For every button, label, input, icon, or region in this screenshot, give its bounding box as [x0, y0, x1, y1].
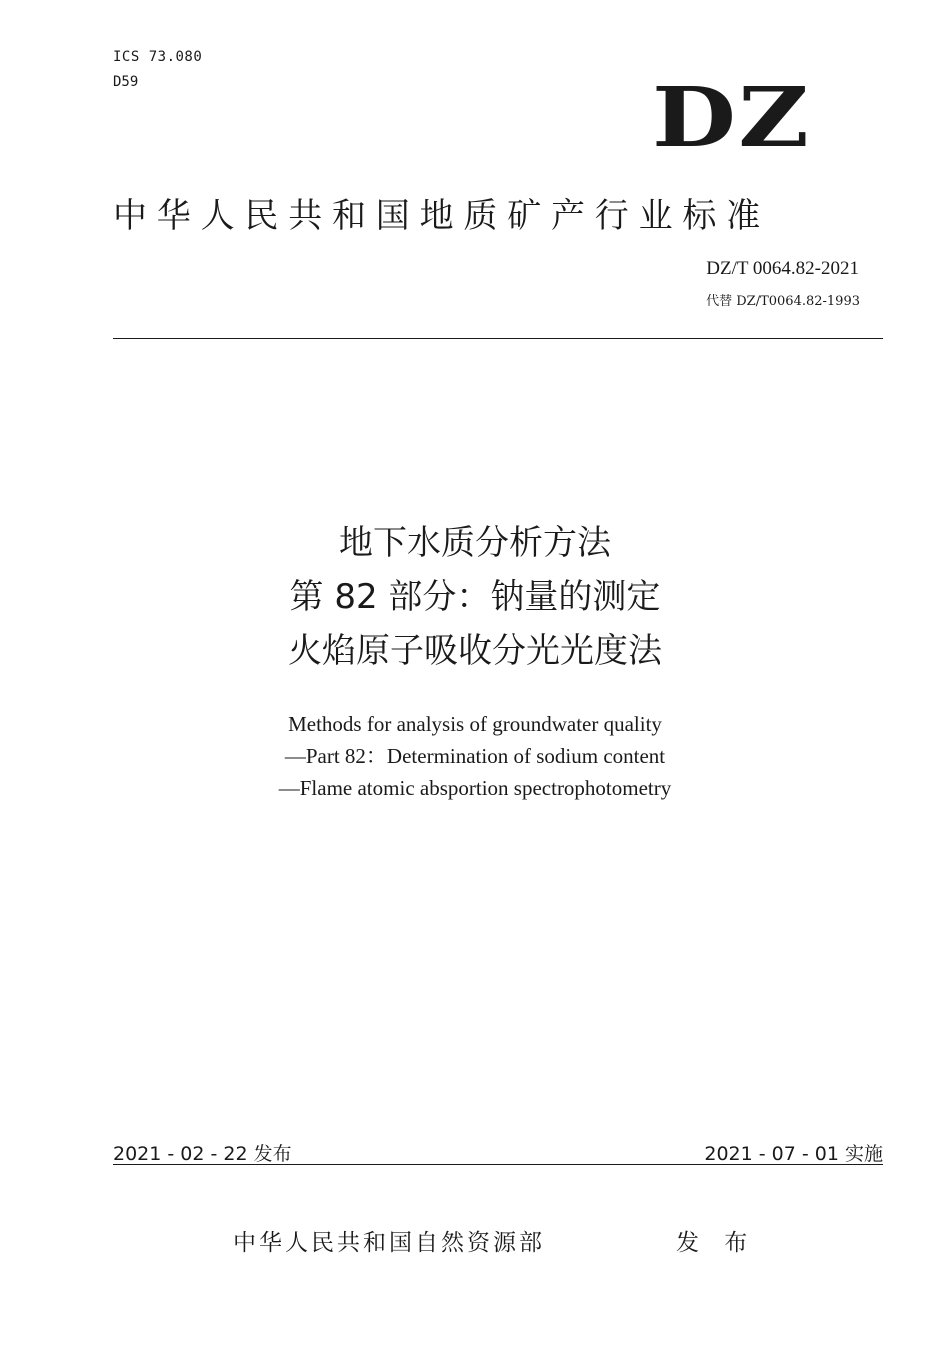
publisher-name: 中华人民共和国自然资源部 — [233, 1230, 545, 1256]
top-divider — [113, 338, 883, 339]
implement-date: 2021 - 07 - 01 实施 — [704, 1143, 883, 1165]
replaces-note: 代替 DZ/T0064.82-1993 — [706, 294, 860, 309]
chinese-title — [0, 516, 950, 678]
english-title — [0, 708, 950, 804]
ccs-code: D59 — [113, 74, 139, 90]
english-title-line-1: Methods for analysis of groundwater quality — [288, 712, 662, 736]
standard-code: DZ/T 0064.82-2021 — [706, 258, 859, 279]
standard-type-title: 中华人民共和国地质矿产行业标准 — [113, 196, 770, 236]
bottom-divider — [113, 1164, 883, 1165]
chinese-title-line-1: 地下水质分析方法 — [339, 523, 611, 563]
english-title-line-3: —Flame atomic absportion spectrophotometry — [278, 776, 672, 800]
publish-label: 发 布 — [676, 1230, 757, 1256]
dz-logo: DZ — [652, 70, 812, 166]
chinese-title-line-2: 第 82 部分：钠量的测定 — [289, 577, 661, 617]
publish-date: 2021 - 02 - 22 发布 — [113, 1143, 292, 1165]
english-title-line-2: —Part 82：Determination of sodium content — [284, 744, 666, 768]
ics-code: ICS 73.080 — [113, 49, 203, 65]
chinese-title-line-3: 火焰原子吸收分光光度法 — [288, 631, 662, 671]
